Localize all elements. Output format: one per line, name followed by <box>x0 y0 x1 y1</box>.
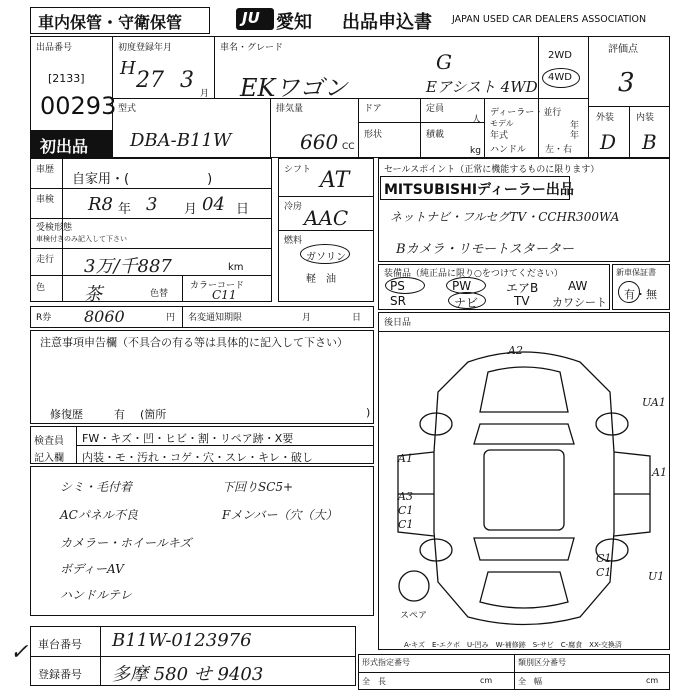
score-value: 3 <box>618 68 635 98</box>
note-6: 下回りSC5+ <box>222 480 294 494</box>
grade: Eアシスト 4WD <box>426 78 538 96</box>
tax-label: 名変通知期限 <box>188 313 243 323</box>
repair-label: 修復歴 <box>50 408 83 421</box>
interior-grade: B <box>642 130 657 154</box>
spec-left-cm: cm <box>480 676 493 685</box>
record-fields: 内装・モ・汚れ・コゲ・穴・スレ・キレ・破し <box>82 451 313 464</box>
equip-ps-circle <box>385 277 425 294</box>
equip-leather: カワシート <box>552 296 607 309</box>
received-label: 受検形態 <box>36 223 73 233</box>
form-subtitle: JAPAN USED CAR DEALERS ASSOCIATION <box>452 14 647 25</box>
inspection-month: 3 <box>146 194 158 215</box>
chassis-label: 車台番号 <box>38 638 82 651</box>
mileage-value: 3万/千887 <box>84 256 172 277</box>
reg-year: 27 <box>136 68 164 93</box>
mark-ua1: UA1 <box>642 396 666 409</box>
inspector-fields: FW・キズ・凹・ヒビ・割・リペア跡・X要 <box>82 432 294 445</box>
drive-4wd: 4WD <box>548 72 572 83</box>
note-7: Fメンバー（穴（大） <box>222 508 338 522</box>
record-label: 記入欄 <box>34 453 64 464</box>
mileage-unit: km <box>228 262 244 273</box>
note-3: カメラー・ホイールキズ <box>60 536 192 550</box>
spare-label: スペア <box>400 611 428 621</box>
drive-2wd: 2WD <box>548 50 572 61</box>
score-label: 評価点 <box>608 44 638 55</box>
model-year-unit: 年 <box>570 121 580 131</box>
equip-navi-circle <box>448 292 486 309</box>
year-unit: 年 <box>570 131 580 141</box>
recycle-value: 8060 <box>84 307 125 326</box>
later-items-block <box>378 312 670 332</box>
model-value: DBA-B11W <box>130 130 232 151</box>
check-mark: ✓ <box>10 640 29 665</box>
mark-a1-left: A1 <box>398 452 413 465</box>
mark-c1-b: C1 <box>398 518 414 531</box>
reg-month: 3 <box>180 68 194 93</box>
storage-label: 車内保管・守衛保管 <box>38 13 183 32</box>
mark-a2: A2 <box>508 344 523 357</box>
cc-unit: CC <box>342 142 355 152</box>
color-code-value: C11 <box>212 288 237 302</box>
inspection-day: 04 <box>202 194 225 215</box>
inspection-day-unit: 日 <box>236 202 250 217</box>
displacement-label: 排気量 <box>276 104 304 114</box>
tax-day: 日 <box>352 313 362 323</box>
spec-right2: 全 幅 <box>518 677 542 686</box>
model-label: 型式 <box>118 104 137 114</box>
sales-line2: Bカメラ・リモートスターター <box>396 242 574 257</box>
org-name: 愛知 <box>276 12 312 33</box>
chassis-number: B11W-0123976 <box>112 630 252 651</box>
shape-label: 形状 <box>364 130 383 140</box>
door-label: ドア <box>364 104 382 114</box>
equip-sr: SR <box>390 294 406 308</box>
ju-logo-text: JU <box>242 9 260 27</box>
usage-value: 自家用・( ) <box>72 172 213 187</box>
name-label: 車名・グレード <box>220 43 284 53</box>
spec-left1: 形式指定番号 <box>362 658 410 667</box>
aircon-label: 冷房 <box>284 202 303 212</box>
capacity-unit: 人 <box>472 115 482 125</box>
warranty-label: 新車保証書 <box>616 268 656 277</box>
car-diagram <box>378 332 670 632</box>
note-2: ACパネル不良 <box>60 508 138 522</box>
repair-place: (箇所 <box>140 408 167 421</box>
legend: A-キズ E-エクボ U-凹み W-補修跡 S-サビ C-腐食 XX-交換済 <box>404 641 622 649</box>
plate-number: 多摩 580 せ 9403 <box>112 664 264 685</box>
equip-navi: ナビ <box>454 296 479 310</box>
exterior-label: 外装 <box>596 113 615 123</box>
dealer-label: ディーラー・並行 <box>490 108 562 118</box>
equip-tv: TV <box>514 294 530 308</box>
mark-a3: A3 <box>398 490 413 503</box>
equip-pw: PW <box>452 279 472 293</box>
color-code-label: カラーコード <box>190 281 245 291</box>
mark-u1: U1 <box>648 570 665 583</box>
form-title: 出品申込書 <box>342 12 432 33</box>
repair-value: 有 <box>114 408 125 421</box>
handle-options: 左・右 <box>545 145 573 155</box>
exterior-grade: D <box>600 130 617 154</box>
mark-a1-right: A1 <box>652 466 667 479</box>
inspection-label: 車検 <box>36 195 55 205</box>
car-name: EKワゴン <box>240 74 348 102</box>
shift-value: AT <box>320 168 350 193</box>
tax-month: 月 <box>302 313 312 323</box>
lot-small: [2133] <box>48 72 85 85</box>
shift-label: シフト <box>284 165 312 175</box>
recycle-label: R券 <box>36 313 52 323</box>
aircon-value: AAC <box>304 206 349 230</box>
lot-label: 出品番号 <box>36 43 73 53</box>
load-unit: kg <box>470 146 481 156</box>
inspector-label: 検査員 <box>34 436 64 447</box>
lot-number: 00293 <box>40 92 117 120</box>
year-label: 年式 <box>490 131 509 141</box>
displacement-value: 660 <box>300 130 339 154</box>
note-5: ハンドルテレ <box>60 588 132 602</box>
usage-label: 車歴 <box>36 165 55 175</box>
note-1: シミ・毛付着 <box>60 480 133 494</box>
later-items-label: 後日品 <box>384 318 412 328</box>
reg-month-unit: 月 <box>200 89 210 99</box>
inspection-month-unit: 月 <box>184 202 198 217</box>
equip-airbag: エアB <box>506 281 539 295</box>
recycle-unit: 円 <box>166 313 176 323</box>
color-label: 色 <box>36 283 46 293</box>
warranty-value: 有・無 <box>624 288 657 301</box>
plate-label: 登録番号 <box>38 668 82 681</box>
equip-ps: PS <box>390 279 405 293</box>
fuel-diesel: 軽 油 <box>306 274 336 285</box>
spec-left2: 全 長 <box>362 677 386 686</box>
warranty-circle <box>618 281 640 303</box>
load-label: 積載 <box>426 130 445 140</box>
reg-label: 初度登録年月 <box>118 43 173 53</box>
sales-label: セールスポイント（正常に機能するものに限ります） <box>384 165 600 175</box>
mileage-label: 走行 <box>36 255 55 265</box>
repair-close: ) <box>366 406 371 419</box>
grade-letter: G <box>436 50 452 74</box>
handle-label: ハンドル <box>490 145 527 155</box>
received-note: 車検付きのみ記入して下さい <box>36 235 127 243</box>
reg-era: H <box>120 58 136 79</box>
note-4: ボディーAV <box>60 562 124 576</box>
fuel-gas: ガソリン <box>306 252 346 263</box>
equipment-label: 装備品（純正品に限り○をつけてください） <box>384 269 563 279</box>
mark-c1-c: C1 <box>596 552 612 565</box>
spec-right-cm: cm <box>646 676 659 685</box>
mark-c1-a: C1 <box>398 504 414 517</box>
capacity-label: 定員 <box>426 104 445 114</box>
sales-line1: ネットナビ・フルセグTV・CCHR300WA <box>390 210 620 224</box>
color-value: 茶 <box>84 284 102 305</box>
inspection-year-unit: 年 <box>118 202 132 217</box>
interior-label: 内装 <box>636 113 655 123</box>
color-change-label: 色替 <box>150 289 169 299</box>
equip-aw: AW <box>568 279 588 293</box>
notes-header: 注意事項申告欄（不具合の有る等は具体的に記入して下さい） <box>40 336 348 349</box>
model-year-label: モデル <box>490 119 514 128</box>
spec-right1: 類別区分番号 <box>518 658 566 667</box>
dealer-text: MITSUBISHIディーラー出品 <box>384 182 574 198</box>
inspection-era: R8 <box>88 194 114 215</box>
fuel-label: 燃料 <box>284 236 303 246</box>
first-listing-text: 初出品 <box>40 137 89 156</box>
mark-c1-d: C1 <box>596 566 612 579</box>
